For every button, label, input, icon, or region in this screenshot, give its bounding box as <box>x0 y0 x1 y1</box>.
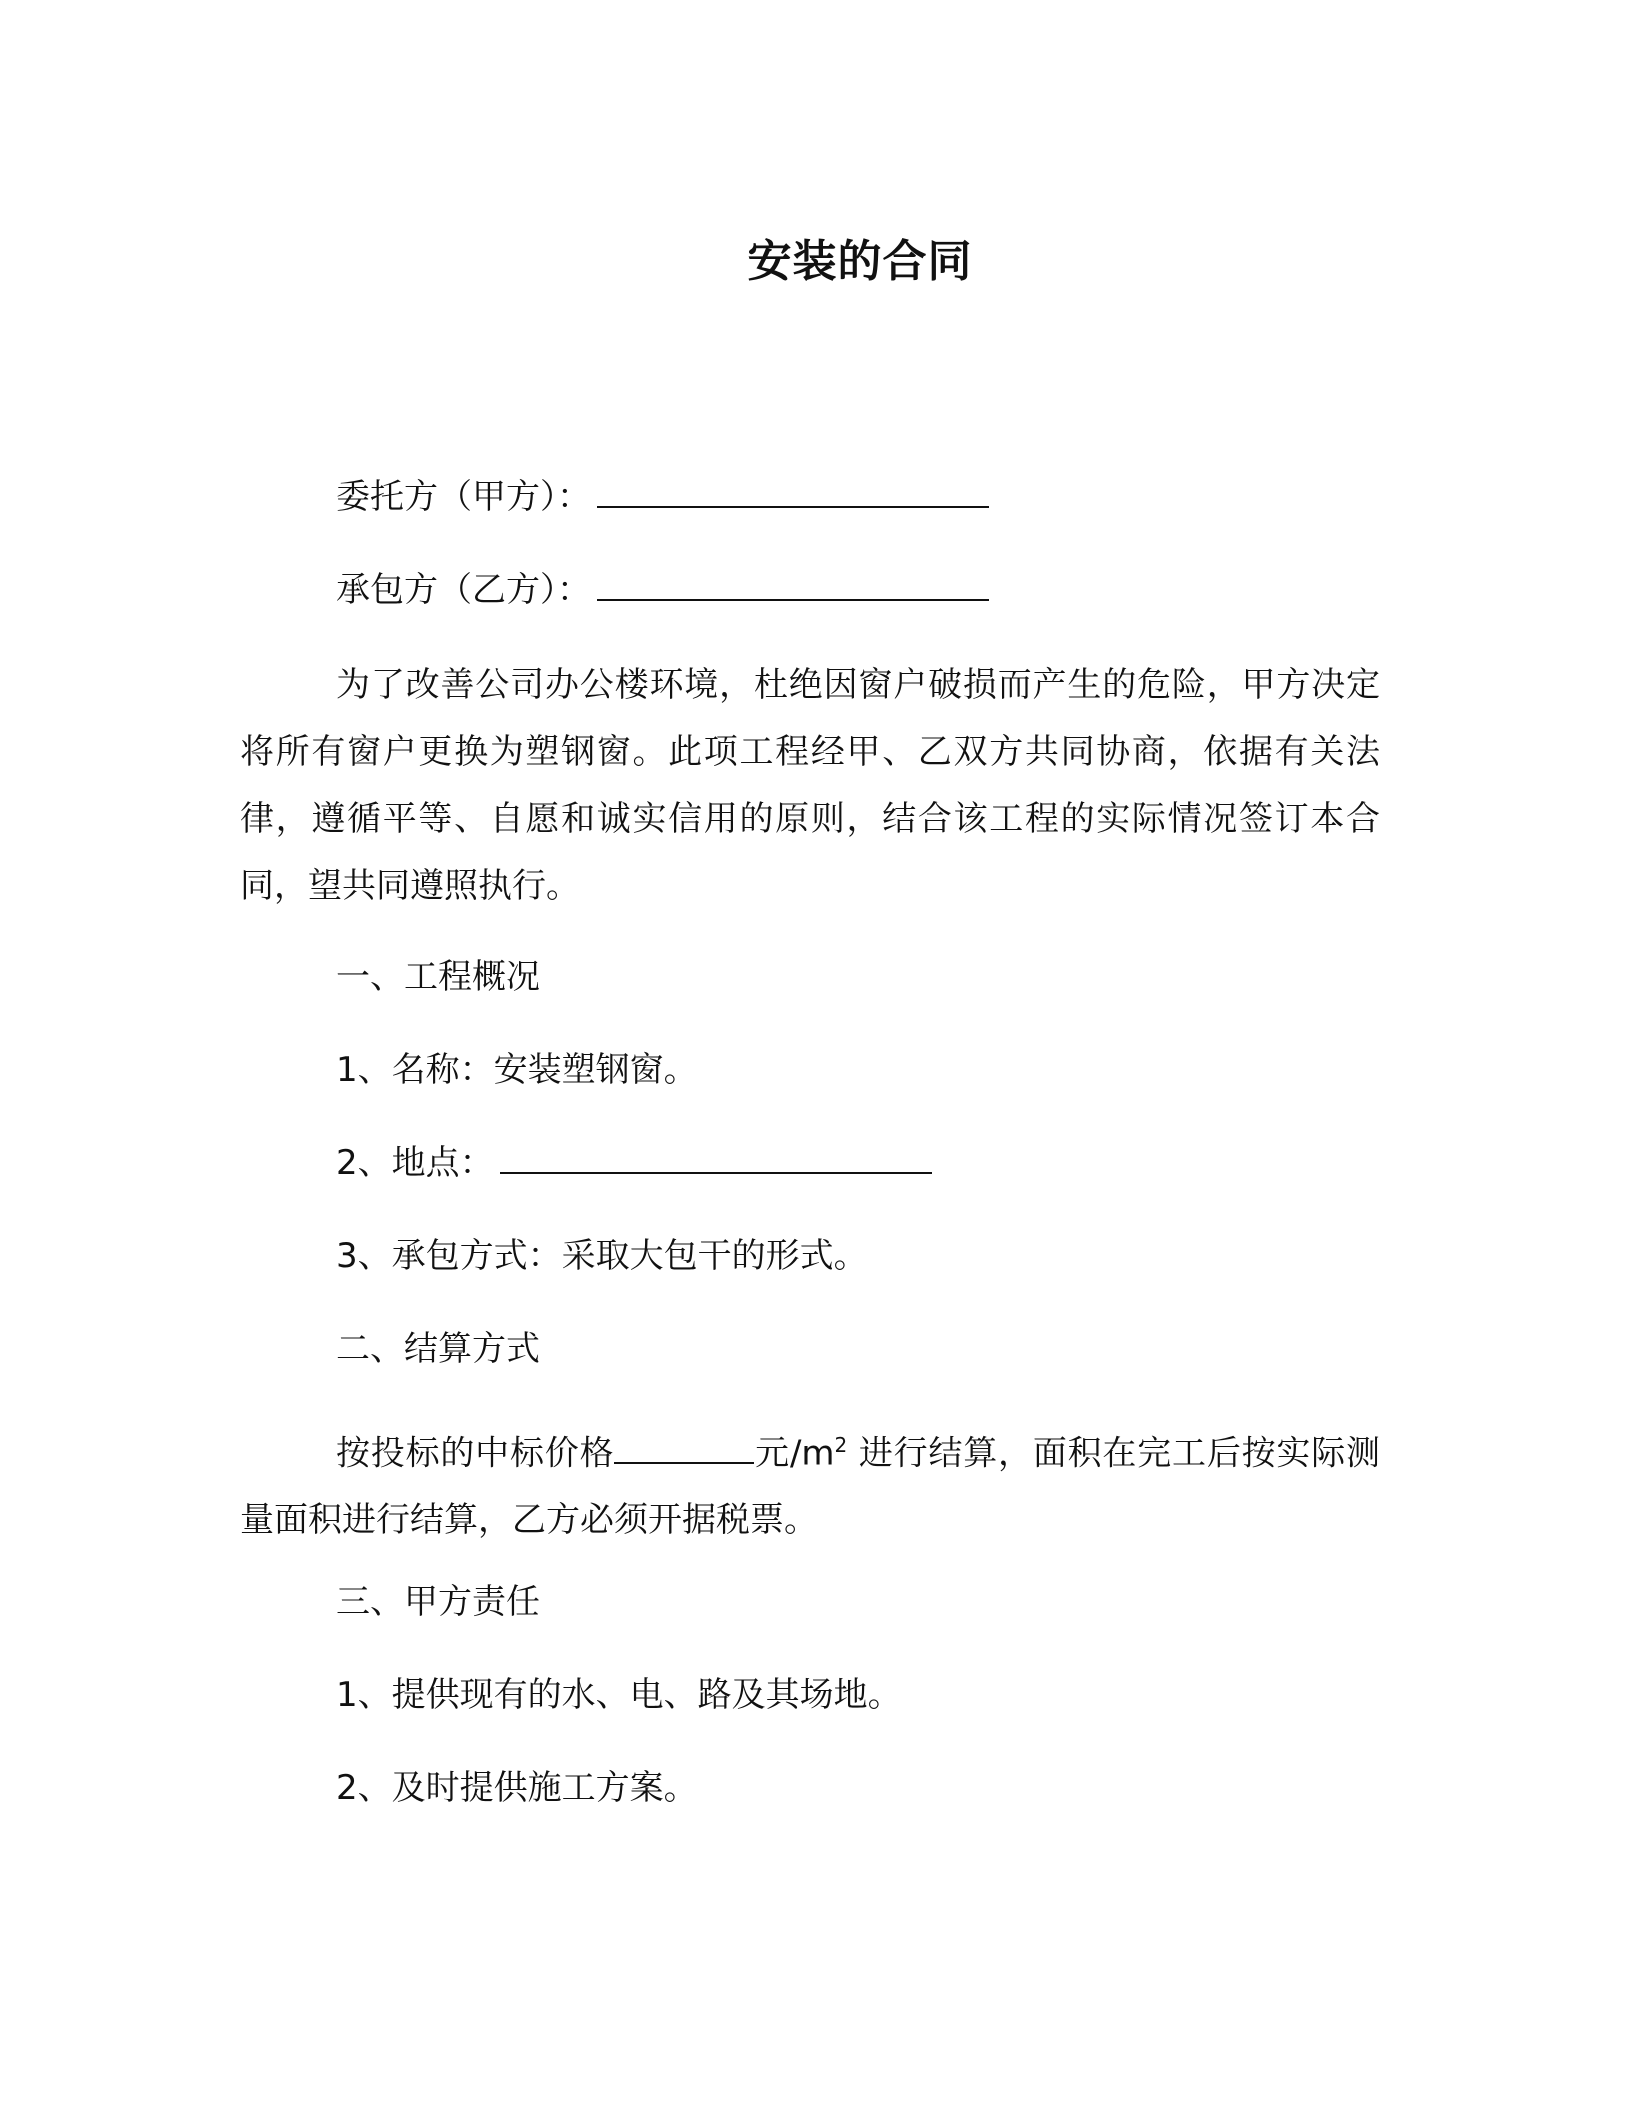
section2-unit: 元/m <box>754 1433 835 1474</box>
section1-item2: 2、地点： <box>336 1143 494 1183</box>
intro-paragraph: 为了改善公司办公楼环境，杜绝因窗户破损而产生的危险，甲方决定将所有窗户更换为塑钢窗。此项工程经甲、乙双方共同协商，依据有关法律，遵循平等、自愿和诚实信用的原则，结合该工程的实际情况签订本合同，望共同遵照执行。 <box>240 665 1380 906</box>
section3-heading: 三、甲方责任 <box>336 1582 540 1622</box>
price-blank <box>614 1432 754 1464</box>
section2-heading: 二、结算方式 <box>336 1329 540 1369</box>
party-b-line <box>336 568 989 612</box>
party-b-label: 承包方（乙方）： <box>336 570 591 610</box>
section1-item3: 3、承包方式：采取大包干的形式。 <box>336 1236 868 1276</box>
section2-paragraph <box>240 1412 1380 1554</box>
section2-unit-sup: 2 <box>834 1433 848 1457</box>
party-a-blank <box>597 476 989 508</box>
document-title: 安装的合同 <box>747 236 973 287</box>
section1-item1: 1、名称：安装塑钢窗。 <box>336 1050 698 1090</box>
section3-item2: 2、及时提供施工方案。 <box>336 1768 698 1808</box>
location-blank <box>500 1142 932 1174</box>
section2-text-after: 进行结算，面积在完工后按实际测量面积进行结算，乙方必须开据税票。 <box>240 1433 1380 1541</box>
party-b-blank <box>597 569 989 601</box>
section1-heading: 一、工程概况 <box>336 957 540 997</box>
party-a-line <box>336 475 989 519</box>
section1-item2-line <box>336 1141 932 1185</box>
section3-item1: 1、提供现有的水、电、路及其场地。 <box>336 1675 902 1715</box>
party-a-label: 委托方（甲方）： <box>336 477 591 517</box>
section2-text-before: 按投标的中标价格 <box>336 1433 615 1474</box>
